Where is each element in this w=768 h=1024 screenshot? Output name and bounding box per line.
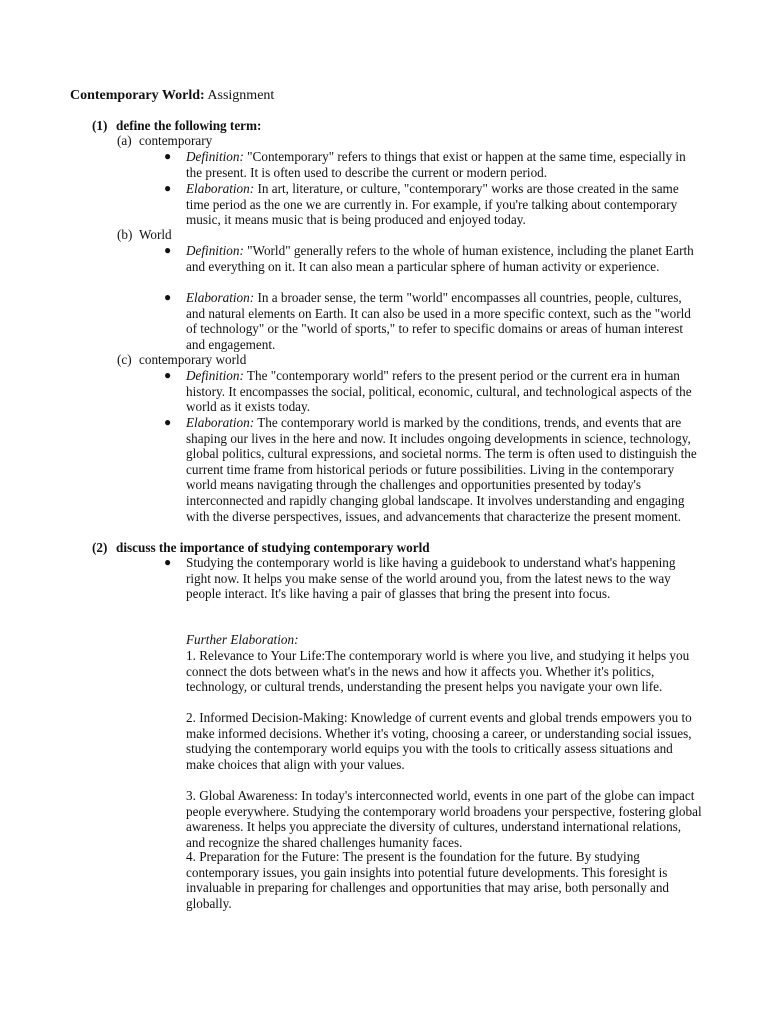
bullet-icon: ● <box>164 149 172 163</box>
point-3: 3. Global Awareness: In today's interconnected world, events in one part of the globe can impact people everywhere. Studying the contemporary world broadens your perspective, fostering global awareness. It helps you appreciate the diversity of cultures, understand international relations, and recognize the shared challenges humanity faces. <box>186 788 702 850</box>
definition-label: Definition: <box>186 243 244 258</box>
section-1-heading <box>92 118 261 134</box>
elaboration-text: In a broader sense, the term "world" encompasses all countries, people, cultures, and natural elements on Earth. It can also be used in a more specific context, such as the "world of technology" or the "world of sports," to refer to specific domains or areas of human interest and engagement. <box>186 290 691 352</box>
term-c-heading <box>117 352 246 368</box>
term-b-elaboration <box>164 290 702 352</box>
term-b-letter: (b) <box>117 227 133 242</box>
elaboration-label: Elaboration: <box>186 415 255 430</box>
section-2-number: (2) <box>92 540 108 555</box>
term-b-label: World <box>139 227 172 242</box>
section-2-title: discuss the importance of studying contemporary world <box>116 540 430 555</box>
elaboration-text: The contemporary world is marked by the conditions, trends, and events that are shaping our lives in the here and now. It includes ongoing developments in science, technology, global politics, cultural expressions, and societal norms. The term is often used to distinguish the current time frame from historical periods or future possibilities. Living in the contemporary world means navigating through the challenges and opportunities presented by today's interconnected and rapidly changing global landscape. It involves understanding and engaging with the diverse perspectives, issues, and advancements that characterize the present moment. <box>186 415 697 524</box>
bullet-icon: ● <box>164 368 172 382</box>
term-a-definition <box>164 149 702 180</box>
term-c-definition <box>164 368 702 415</box>
bullet-icon: ● <box>164 290 172 304</box>
point-2: 2. Informed Decision-Making: Knowledge of current events and global trends empowers you to make informed decisions. Whether it's voting, choosing a career, or understanding social issues, studying the contemporary world equips you with the tools to critically assess situations and make choices that align with your values. <box>186 710 692 772</box>
intro-text: Studying the contemporary world is like having a guidebook to understand what's happening right now. It helps you make sense of the world around you, from the latest news to the way people interact. It's like having a pair of glasses that bring the present into focus. <box>186 555 676 602</box>
term-a-label: contemporary <box>139 133 213 148</box>
title-rest: Assignment <box>204 88 275 103</box>
section-2-intro <box>164 555 702 602</box>
bullet-icon: ● <box>164 415 172 429</box>
elaboration-label: Elaboration: <box>186 290 255 305</box>
section-1-number: (1) <box>92 118 108 133</box>
section-1-title: define the following term: <box>116 118 262 133</box>
term-c-label: contemporary world <box>139 352 247 367</box>
point-1: 1. Relevance to Your Life:The contemporary world is where you live, and studying it helps you connect the dots between what's in the news and how it affects you. Whether it's politics, technology, or cultural trends, understanding the present helps you navigate your own life. <box>186 648 690 695</box>
title-bold: Contemporary World: <box>70 88 205 103</box>
definition-text: The "contemporary world" refers to the present period or the current era in human history. It encompasses the social, political, economic, cultural, and technological aspects of the world as it exists today. <box>186 368 692 415</box>
point-4: 4. Preparation for the Future: The present is the foundation for the future. By studying contemporary issues, you gain insights into potential future developments. This foresight is invaluable in preparing for challenges and opportunities that may arise, both personally and globally. <box>186 849 670 911</box>
term-b-heading <box>117 227 172 243</box>
term-c-elaboration <box>164 415 702 524</box>
term-a-elaboration <box>164 181 702 228</box>
document-title <box>70 88 274 104</box>
section-2-heading <box>92 540 430 556</box>
further-elaboration-label: Further Elaboration: <box>186 632 299 647</box>
definition-text: "World" generally refers to the whole of human existence, including the planet Earth and everything on it. It can also mean a particular sphere of human activity or experience. <box>186 243 694 274</box>
bullet-icon: ● <box>164 555 172 569</box>
definition-label: Definition: <box>186 149 244 164</box>
bullet-icon: ● <box>164 181 172 195</box>
term-b-definition <box>164 243 702 274</box>
elaboration-label: Elaboration: <box>186 181 255 196</box>
term-c-letter: (c) <box>117 352 132 367</box>
definition-label: Definition: <box>186 368 244 383</box>
term-a-heading <box>117 133 212 149</box>
term-a-letter: (a) <box>117 133 132 148</box>
definition-text: "Contemporary" refers to things that exist or happen at the same time, especially in the present. It is often used to describe the current or modern period. <box>186 149 686 180</box>
elaboration-text: In art, literature, or culture, "contemporary" works are those created in the same time period as the one we are currently in. For example, if you're talking about contemporary music, it means music that is being produced and enjoyed today. <box>186 181 679 228</box>
bullet-icon: ● <box>164 243 172 257</box>
